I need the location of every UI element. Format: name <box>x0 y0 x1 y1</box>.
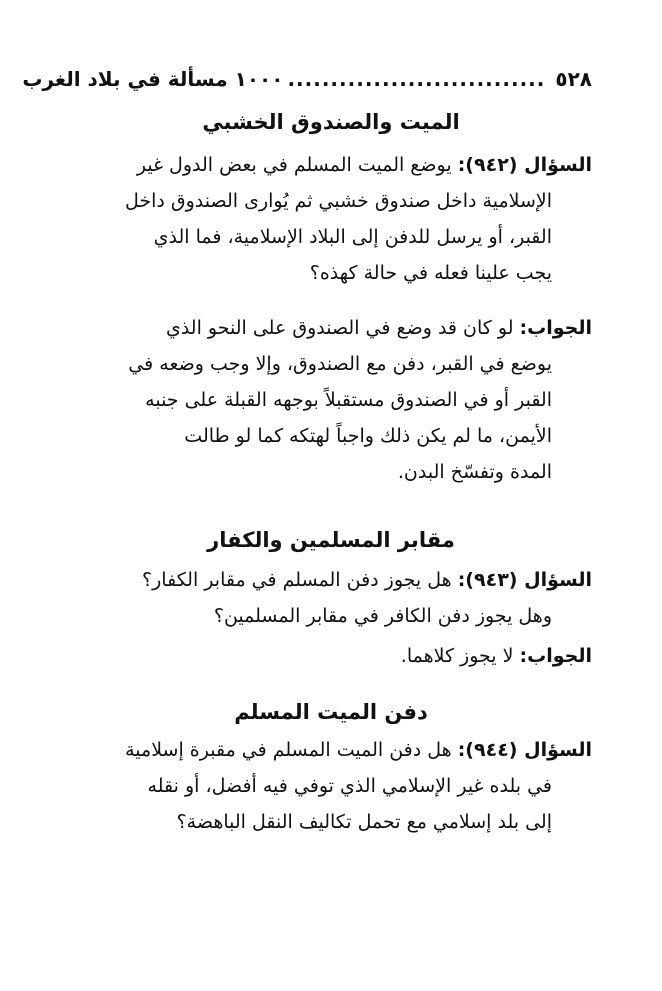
question-943 <box>72 562 592 634</box>
answer-line: الأيمن، ما لم يكن ذلك واجباً لهتكه كما لو طالت <box>184 425 552 447</box>
answer-text: لا يجوز كلاهما. <box>400 645 514 667</box>
answer-line <box>72 310 592 346</box>
answer-line <box>72 638 592 674</box>
running-header <box>22 64 592 94</box>
page-number: ٥٢٨ <box>555 67 592 91</box>
answer-line: المدة وتفسّخ البدن. <box>397 461 552 483</box>
question-label: السؤال (٩٤٣): <box>457 569 592 591</box>
answer-943 <box>72 638 592 674</box>
section-title-burial: دفن الميت المسلم <box>234 700 428 724</box>
answer-label: الجواب: <box>519 317 592 339</box>
question-944 <box>72 732 592 840</box>
answer-line: يوضع في القبر، دفن مع الصندوق، وإلا وجب وضعه في <box>128 353 552 375</box>
question-line: في بلده غير الإسلامي الذي توفي فيه أفضل، أو نقله <box>147 775 552 797</box>
header-leader-dots: .............................. <box>287 67 546 91</box>
answer-text: لو كان قد وضع في الصندوق على النحو الذي <box>165 317 514 339</box>
question-label: السؤال (٩٤٤): <box>457 739 592 761</box>
question-line <box>72 147 592 183</box>
question-label: السؤال (٩٤٢): <box>457 154 592 176</box>
question-line: يجب علينا فعله في حالة كهذه؟ <box>309 262 552 284</box>
question-line: القبر، أو يرسل للدفن إلى البلاد الإسلامية، فما الذي <box>153 226 552 248</box>
question-text: هل يجوز دفن المسلم في مقابر الكفار؟ <box>142 569 452 591</box>
book-title: ١٠٠٠ مسألة في بلاد الغرب <box>22 67 284 91</box>
question-line <box>72 562 592 598</box>
question-line: إلى بلد إسلامي مع تحمل تكاليف النقل الباهضة؟ <box>176 811 552 833</box>
section-title-cemeteries: مقابر المسلمين والكفار <box>207 528 455 552</box>
question-line <box>72 732 592 768</box>
answer-label: الجواب: <box>519 645 592 667</box>
question-text: يوضع الميت المسلم في بعض الدول غير <box>136 154 452 176</box>
answer-line: القبر أو في الصندوق مستقبلاً بوجهه القبلة على جنبه <box>145 389 552 411</box>
section-title-wooden-coffin: الميت والصندوق الخشبي <box>202 110 460 134</box>
answer-942 <box>72 310 592 490</box>
question-line: وهل يجوز دفن الكافر في مقابر المسلمين؟ <box>213 605 552 627</box>
question-text: هل دفن الميت المسلم في مقبرة إسلامية <box>125 739 452 761</box>
question-942 <box>72 147 592 291</box>
question-line: الإسلامية داخل صندوق خشبي ثم يُوارى الصندوق داخل <box>124 190 552 212</box>
